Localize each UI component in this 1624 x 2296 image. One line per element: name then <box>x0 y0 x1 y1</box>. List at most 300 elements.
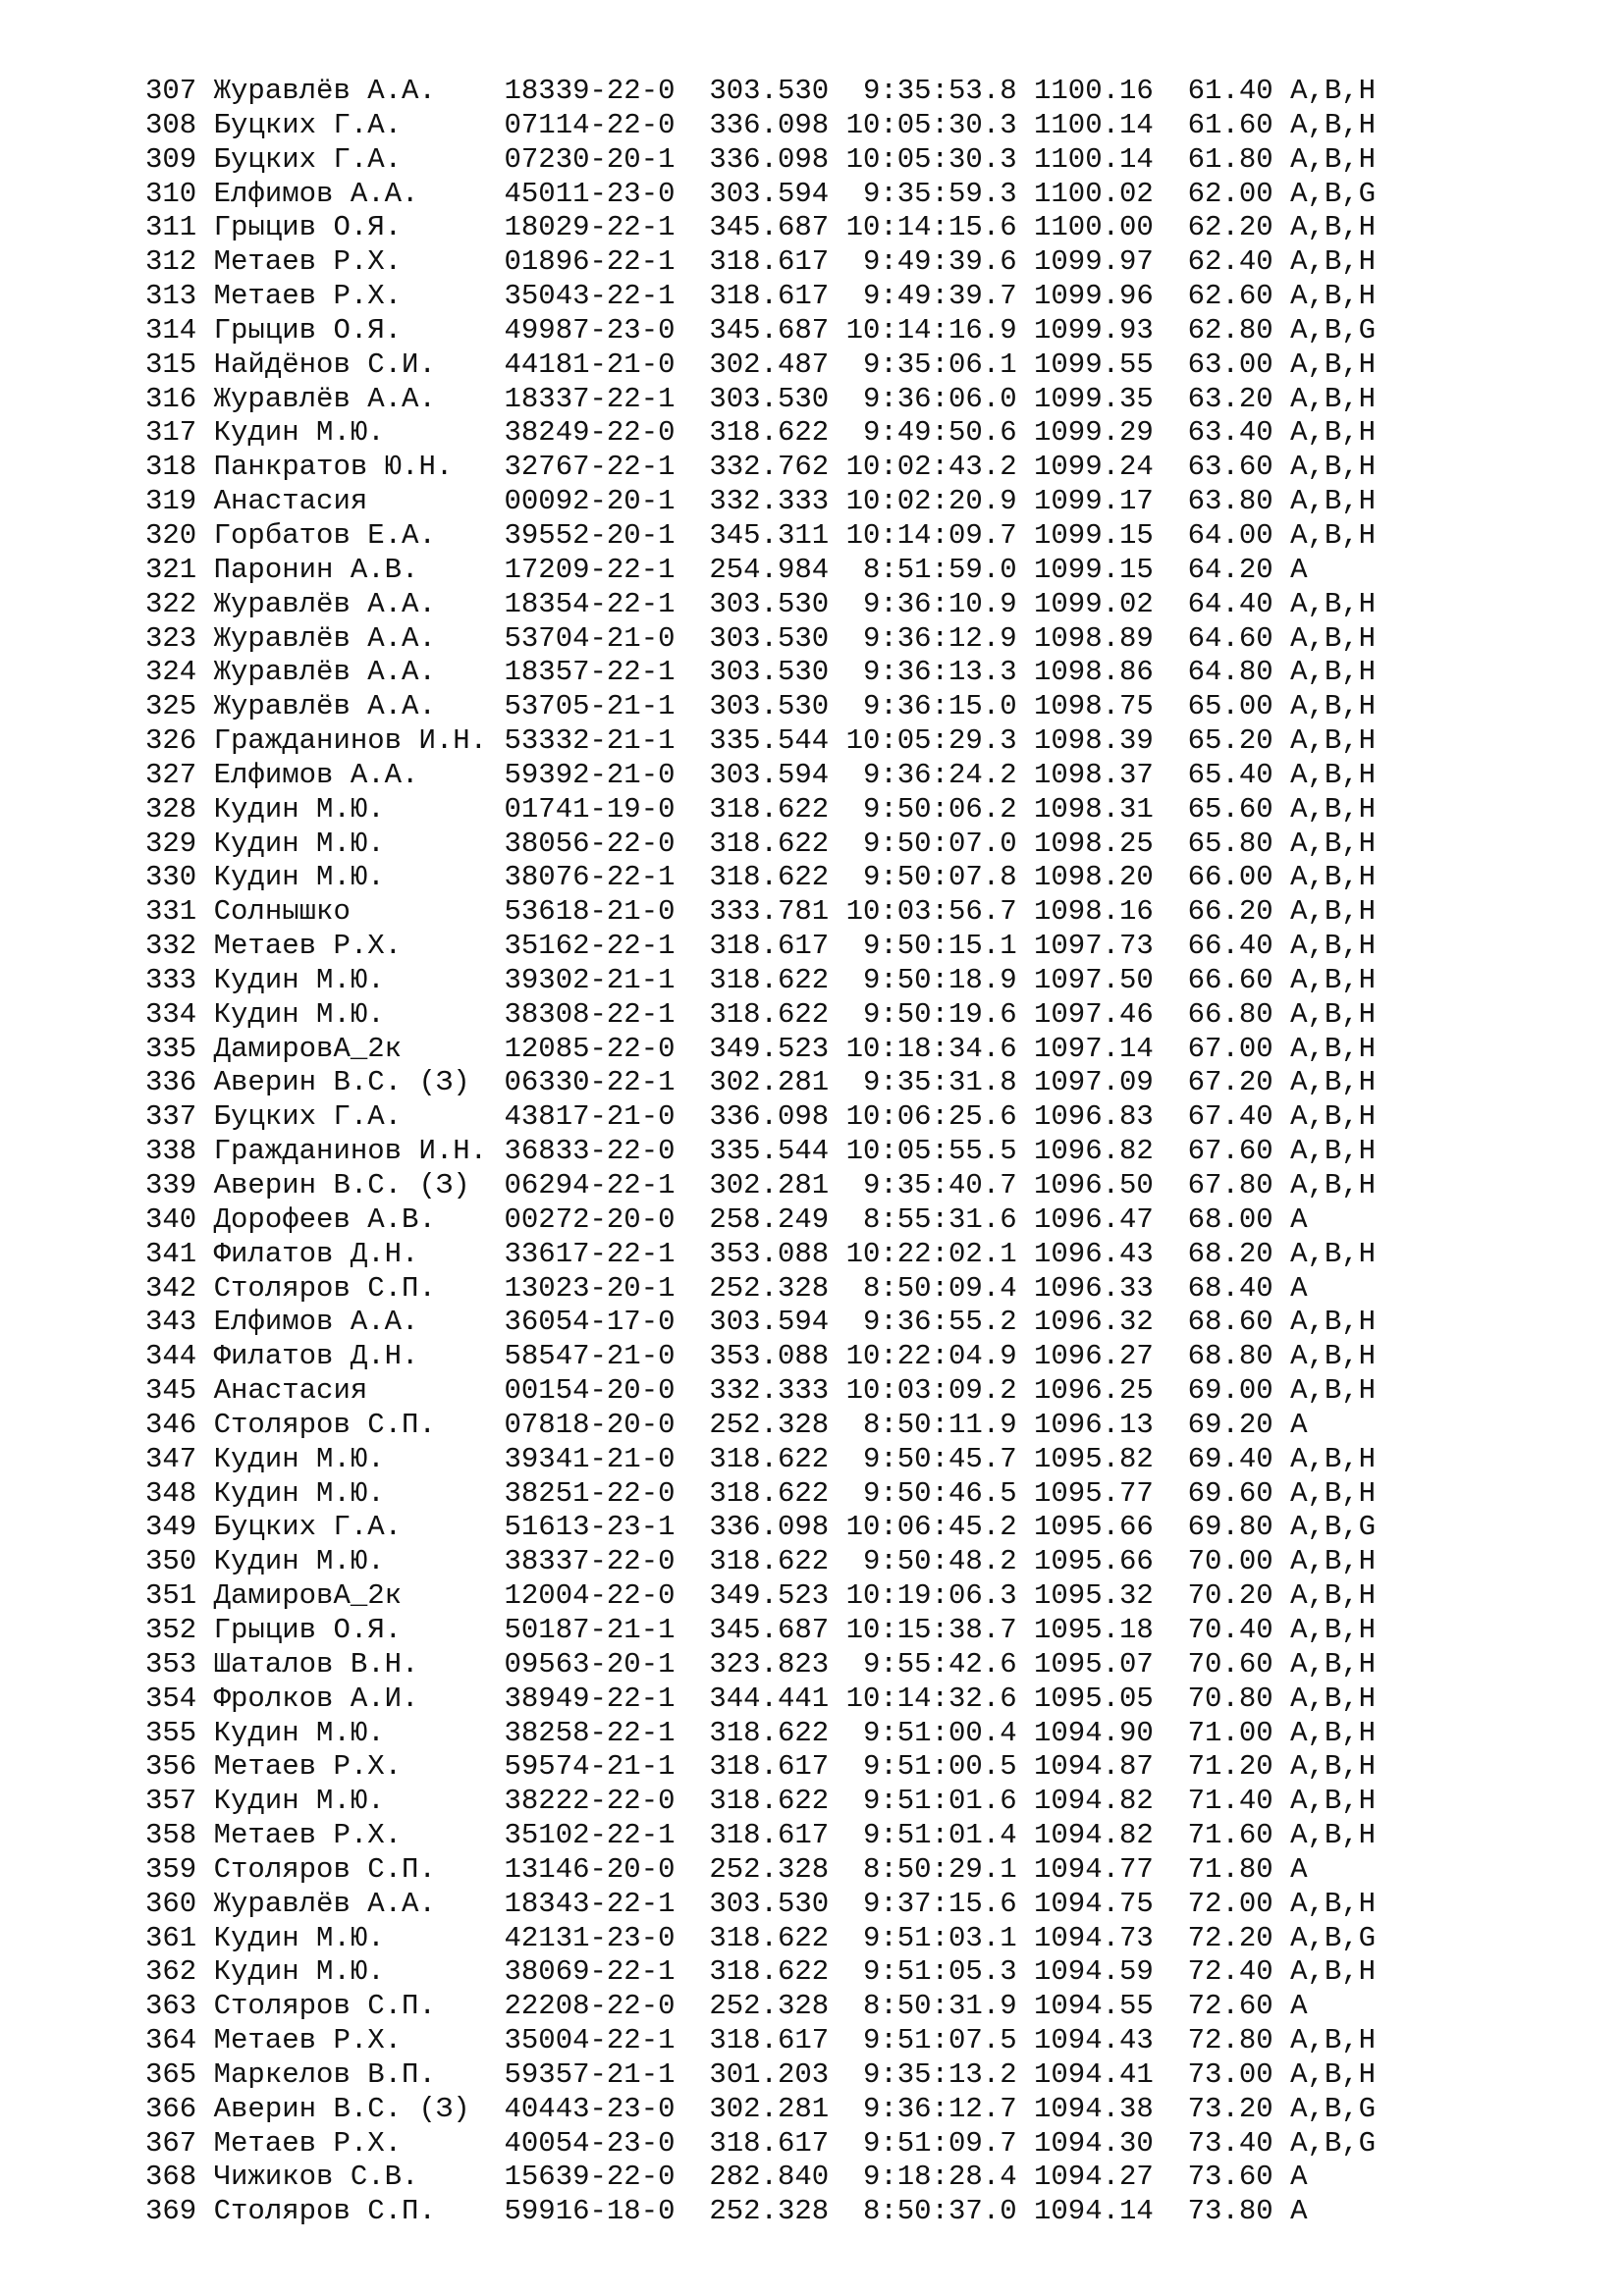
ring-number: 07230-20-1 <box>504 142 676 176</box>
distance: 318.622 <box>709 997 830 1031</box>
fancier-name: Аверин В.С. (З) <box>213 1169 488 1201</box>
ring-number: 18357-22-1 <box>504 656 676 689</box>
speed: 1098.31 <box>1034 792 1154 826</box>
ring-number: 01896-22-1 <box>504 245 676 279</box>
fancier-name: Столяров С.П. <box>213 1271 488 1305</box>
speed: 1099.02 <box>1034 587 1154 620</box>
distance: 282.840 <box>709 2161 830 2194</box>
ring-number: 35162-22-1 <box>504 930 676 963</box>
ring-number: 32767-22-1 <box>504 451 676 484</box>
groups: A,B,H <box>1290 997 1377 1031</box>
fancier-name: Чижиков С.В. <box>213 2161 488 2194</box>
table-row <box>145 1888 1376 1922</box>
ring-number: 18339-22-0 <box>504 75 676 107</box>
arrival-time: 9:35:31.8 <box>845 1066 1017 1099</box>
coefficient: 73.40 <box>1187 2126 1273 2160</box>
fancier-name: Кудин М.Ю. <box>213 963 488 996</box>
table-row <box>145 451 1376 485</box>
table-row <box>145 143 1376 178</box>
fancier-name: Аверин В.С. (З) <box>213 1066 488 1099</box>
arrival-time: 9:36:24.2 <box>845 758 1017 791</box>
ring-number: 01741-19-0 <box>504 792 676 826</box>
ring-number: 43817-21-0 <box>504 1100 676 1134</box>
arrival-time: 8:50:31.9 <box>845 1990 1017 2023</box>
fancier-name: Солнышко <box>213 895 488 929</box>
table-row <box>145 2058 1376 2093</box>
table-row <box>145 519 1376 554</box>
distance: 302.281 <box>709 1169 830 1201</box>
table-row <box>145 1819 1376 1853</box>
fancier-name: Метаев Р.Х. <box>213 2024 488 2057</box>
ring-number: 06330-22-1 <box>504 1066 676 1099</box>
distance: 302.281 <box>709 1066 830 1099</box>
groups: A,B,G <box>1290 2126 1377 2160</box>
groups: A,B,H <box>1290 1442 1377 1475</box>
arrival-time: 10:14:16.9 <box>845 313 1017 347</box>
speed: 1094.87 <box>1034 1750 1154 1784</box>
distance: 349.523 <box>709 1579 830 1613</box>
fancier-name: Журавлёв А.А. <box>213 587 488 620</box>
distance: 318.617 <box>709 2126 830 2160</box>
table-row <box>145 1648 1376 1682</box>
fancier-name: Столяров С.П. <box>213 1408 488 1441</box>
ring-number: 53705-21-1 <box>504 690 676 723</box>
place-number: 363 <box>145 1990 197 2023</box>
coefficient: 69.20 <box>1187 1408 1273 1441</box>
fancier-name: Столяров С.П. <box>213 1990 488 2023</box>
place-number: 342 <box>145 1271 197 1305</box>
arrival-time: 10:05:30.3 <box>845 142 1017 176</box>
fancier-name: Столяров С.П. <box>213 2195 488 2228</box>
groups: A,B,H <box>1290 1306 1377 1339</box>
distance: 303.530 <box>709 75 830 107</box>
place-number: 357 <box>145 1785 197 1818</box>
ring-number: 35043-22-1 <box>504 280 676 313</box>
coefficient: 66.00 <box>1187 861 1273 894</box>
distance: 254.984 <box>709 553 830 586</box>
distance: 318.617 <box>709 930 830 963</box>
distance: 318.622 <box>709 792 830 826</box>
place-number: 349 <box>145 1511 197 1544</box>
table-row <box>145 1922 1376 1956</box>
place-number: 356 <box>145 1750 197 1784</box>
arrival-time: 9:50:15.1 <box>845 930 1017 963</box>
groups: A,B,H <box>1290 416 1377 450</box>
fancier-name: Буцких Г.А. <box>213 1511 488 1544</box>
table-row <box>145 75 1376 109</box>
fancier-name: Кудин М.Ю. <box>213 827 488 860</box>
fancier-name: Журавлёв А.А. <box>213 621 488 655</box>
coefficient: 65.80 <box>1187 827 1273 860</box>
place-number: 307 <box>145 75 197 107</box>
distance: 349.523 <box>709 1032 830 1065</box>
fancier-name: Аверин В.С. (З) <box>213 2092 488 2125</box>
fancier-name: Анастасия <box>213 1374 488 1408</box>
fancier-name: Кудин М.Ю. <box>213 1921 488 1954</box>
groups: A,B,H <box>1290 1716 1377 1749</box>
speed: 1095.05 <box>1034 1682 1154 1715</box>
distance: 318.617 <box>709 1750 830 1784</box>
coefficient: 73.00 <box>1187 2057 1273 2091</box>
distance: 318.622 <box>709 416 830 450</box>
groups: A <box>1290 1408 1377 1441</box>
results-listing <box>145 75 1376 2229</box>
place-number: 309 <box>145 142 197 176</box>
coefficient: 61.80 <box>1187 142 1273 176</box>
distance: 252.328 <box>709 1271 830 1305</box>
distance: 318.622 <box>709 1716 830 1749</box>
coefficient: 72.80 <box>1187 2024 1273 2057</box>
coefficient: 70.80 <box>1187 1682 1273 1715</box>
speed: 1096.43 <box>1034 1237 1154 1270</box>
arrival-time: 9:35:53.8 <box>845 75 1017 107</box>
groups: A <box>1290 1990 1377 2023</box>
groups: A,B,H <box>1290 451 1377 484</box>
distance: 336.098 <box>709 1100 830 1134</box>
ring-number: 22208-22-0 <box>504 1990 676 2023</box>
coefficient: 70.40 <box>1187 1613 1273 1646</box>
table-row <box>145 280 1376 314</box>
speed: 1096.47 <box>1034 1202 1154 1236</box>
speed: 1096.27 <box>1034 1340 1154 1373</box>
groups: A,B,G <box>1290 177 1377 210</box>
arrival-time: 10:05:30.3 <box>845 108 1017 141</box>
ring-number: 38337-22-0 <box>504 1545 676 1578</box>
groups: A,B,H <box>1290 1100 1377 1134</box>
arrival-time: 9:51:00.4 <box>845 1716 1017 1749</box>
arrival-time: 10:14:32.6 <box>845 1682 1017 1715</box>
speed: 1095.82 <box>1034 1442 1154 1475</box>
ring-number: 18337-22-1 <box>504 382 676 415</box>
distance: 345.687 <box>709 313 830 347</box>
speed: 1094.77 <box>1034 1852 1154 1886</box>
ring-number: 18343-22-1 <box>504 1887 676 1920</box>
speed: 1099.55 <box>1034 347 1154 381</box>
distance: 301.203 <box>709 2057 830 2091</box>
place-number: 366 <box>145 2092 197 2125</box>
groups: A,B,H <box>1290 1955 1377 1989</box>
groups: A,B,H <box>1290 1169 1377 1201</box>
coefficient: 66.20 <box>1187 895 1273 929</box>
distance: 318.617 <box>709 245 830 279</box>
speed: 1094.27 <box>1034 2161 1154 2194</box>
table-row <box>145 964 1376 998</box>
fancier-name: Фролков А.И. <box>213 1682 488 1715</box>
coefficient: 68.40 <box>1187 1271 1273 1305</box>
arrival-time: 9:50:06.2 <box>845 792 1017 826</box>
speed: 1099.93 <box>1034 313 1154 347</box>
speed: 1098.20 <box>1034 861 1154 894</box>
ring-number: 36833-22-0 <box>504 1135 676 1168</box>
arrival-time: 10:05:55.5 <box>845 1135 1017 1168</box>
fancier-name: Буцких Г.А. <box>213 1100 488 1134</box>
coefficient: 72.00 <box>1187 1887 1273 1920</box>
coefficient: 63.40 <box>1187 416 1273 450</box>
place-number: 348 <box>145 1476 197 1510</box>
table-row <box>145 1717 1376 1751</box>
table-row <box>145 109 1376 143</box>
distance: 318.622 <box>709 963 830 996</box>
fancier-name: Гражданинов И.Н. <box>213 724 488 758</box>
coefficient: 73.60 <box>1187 2161 1273 2194</box>
speed: 1096.25 <box>1034 1374 1154 1408</box>
speed: 1096.32 <box>1034 1306 1154 1339</box>
table-row <box>145 1682 1376 1717</box>
fancier-name: Грыцив О.Я. <box>213 313 488 347</box>
coefficient: 71.40 <box>1187 1785 1273 1818</box>
groups: A,B,H <box>1290 1374 1377 1408</box>
coefficient: 66.40 <box>1187 930 1273 963</box>
table-row <box>145 2024 1376 2058</box>
groups: A,B,H <box>1290 347 1377 381</box>
fancier-name: ДамировА_2к <box>213 1579 488 1613</box>
arrival-time: 9:35:40.7 <box>845 1169 1017 1201</box>
table-row <box>145 861 1376 895</box>
fancier-name: Столяров С.П. <box>213 1852 488 1886</box>
table-row <box>145 1306 1376 1340</box>
place-number: 343 <box>145 1306 197 1339</box>
coefficient: 63.60 <box>1187 451 1273 484</box>
distance: 252.328 <box>709 1852 830 1886</box>
distance: 318.622 <box>709 1476 830 1510</box>
groups: A,B,H <box>1290 1545 1377 1578</box>
arrival-time: 9:49:50.6 <box>845 416 1017 450</box>
coefficient: 68.60 <box>1187 1306 1273 1339</box>
groups: A,B,H <box>1290 485 1377 518</box>
table-row <box>145 1409 1376 1443</box>
arrival-time: 9:50:48.2 <box>845 1545 1017 1578</box>
place-number: 340 <box>145 1202 197 1236</box>
speed: 1095.77 <box>1034 1476 1154 1510</box>
distance: 336.098 <box>709 1511 830 1544</box>
speed: 1097.09 <box>1034 1066 1154 1099</box>
table-row <box>145 930 1376 964</box>
distance: 303.530 <box>709 382 830 415</box>
table-row <box>145 1477 1376 1512</box>
distance: 318.617 <box>709 280 830 313</box>
arrival-time: 8:50:09.4 <box>845 1271 1017 1305</box>
groups: A,B,H <box>1290 1613 1377 1646</box>
table-row <box>145 622 1376 657</box>
speed: 1095.66 <box>1034 1511 1154 1544</box>
arrival-time: 9:35:06.1 <box>845 347 1017 381</box>
arrival-time: 8:50:37.0 <box>845 2195 1017 2228</box>
groups: A <box>1290 1852 1377 1886</box>
coefficient: 67.80 <box>1187 1169 1273 1201</box>
distance: 332.333 <box>709 1374 830 1408</box>
coefficient: 70.20 <box>1187 1579 1273 1613</box>
distance: 303.530 <box>709 621 830 655</box>
table-row <box>145 1100 1376 1135</box>
coefficient: 63.20 <box>1187 382 1273 415</box>
speed: 1098.25 <box>1034 827 1154 860</box>
arrival-time: 9:36:12.9 <box>845 621 1017 655</box>
table-row <box>145 1443 1376 1477</box>
distance: 345.311 <box>709 518 830 552</box>
speed: 1094.30 <box>1034 2126 1154 2160</box>
ring-number: 38249-22-0 <box>504 416 676 450</box>
distance: 252.328 <box>709 1990 830 2023</box>
ring-number: 58547-21-0 <box>504 1340 676 1373</box>
speed: 1094.41 <box>1034 2057 1154 2091</box>
place-number: 314 <box>145 313 197 347</box>
place-number: 341 <box>145 1237 197 1270</box>
fancier-name: Кудин М.Ю. <box>213 861 488 894</box>
coefficient: 65.00 <box>1187 690 1273 723</box>
speed: 1097.50 <box>1034 963 1154 996</box>
place-number: 329 <box>145 827 197 860</box>
coefficient: 70.00 <box>1187 1545 1273 1578</box>
speed: 1096.82 <box>1034 1135 1154 1168</box>
arrival-time: 9:35:59.3 <box>845 177 1017 210</box>
arrival-time: 10:03:56.7 <box>845 895 1017 929</box>
distance: 302.281 <box>709 2092 830 2125</box>
place-number: 345 <box>145 1374 197 1408</box>
table-row <box>145 1203 1376 1238</box>
speed: 1094.82 <box>1034 1785 1154 1818</box>
ring-number: 33617-22-1 <box>504 1237 676 1270</box>
speed: 1097.14 <box>1034 1032 1154 1065</box>
speed: 1100.14 <box>1034 108 1154 141</box>
speed: 1094.73 <box>1034 1921 1154 1954</box>
place-number: 344 <box>145 1340 197 1373</box>
table-row <box>145 828 1376 862</box>
fancier-name: Кудин М.Ю. <box>213 997 488 1031</box>
groups: A,B,H <box>1290 108 1377 141</box>
distance: 353.088 <box>709 1237 830 1270</box>
distance: 303.594 <box>709 758 830 791</box>
ring-number: 13023-20-1 <box>504 1271 676 1305</box>
place-number: 368 <box>145 2161 197 2194</box>
distance: 336.098 <box>709 108 830 141</box>
speed: 1098.16 <box>1034 895 1154 929</box>
distance: 318.622 <box>709 861 830 894</box>
coefficient: 66.80 <box>1187 997 1273 1031</box>
arrival-time: 9:36:10.9 <box>845 587 1017 620</box>
fancier-name: Горбатов Е.А. <box>213 518 488 552</box>
arrival-time: 10:15:38.7 <box>845 1613 1017 1646</box>
coefficient: 72.60 <box>1187 1990 1273 2023</box>
fancier-name: Кудин М.Ю. <box>213 1476 488 1510</box>
ring-number: 15639-22-0 <box>504 2161 676 2194</box>
fancier-name: Метаев Р.Х. <box>213 930 488 963</box>
ring-number: 59392-21-0 <box>504 758 676 791</box>
distance: 318.622 <box>709 1785 830 1818</box>
speed: 1097.46 <box>1034 997 1154 1031</box>
speed: 1098.86 <box>1034 656 1154 689</box>
arrival-time: 10:05:29.3 <box>845 724 1017 758</box>
speed: 1100.16 <box>1034 75 1154 107</box>
fancier-name: Кудин М.Ю. <box>213 1785 488 1818</box>
distance: 318.622 <box>709 1545 830 1578</box>
fancier-name: Грыцив О.Я. <box>213 1613 488 1646</box>
coefficient: 68.00 <box>1187 1202 1273 1236</box>
fancier-name: Кудин М.Ю. <box>213 416 488 450</box>
fancier-name: Метаев Р.Х. <box>213 1750 488 1784</box>
ring-number: 38258-22-1 <box>504 1716 676 1749</box>
place-number: 334 <box>145 997 197 1031</box>
fancier-name: Найдёнов С.И. <box>213 347 488 381</box>
place-number: 316 <box>145 382 197 415</box>
place-number: 339 <box>145 1169 197 1201</box>
coefficient: 69.40 <box>1187 1442 1273 1475</box>
distance: 303.530 <box>709 690 830 723</box>
distance: 318.617 <box>709 1819 830 1852</box>
speed: 1095.32 <box>1034 1579 1154 1613</box>
table-row <box>145 1511 1376 1545</box>
place-number: 331 <box>145 895 197 929</box>
coefficient: 69.00 <box>1187 1374 1273 1408</box>
groups: A,B,H <box>1290 211 1377 244</box>
place-number: 358 <box>145 1819 197 1852</box>
speed: 1094.75 <box>1034 1887 1154 1920</box>
distance: 258.249 <box>709 1202 830 1236</box>
ring-number: 59574-21-1 <box>504 1750 676 1784</box>
speed: 1099.35 <box>1034 382 1154 415</box>
speed: 1094.82 <box>1034 1819 1154 1852</box>
distance: 303.530 <box>709 1887 830 1920</box>
fancier-name: Метаев Р.Х. <box>213 1819 488 1852</box>
place-number: 351 <box>145 1579 197 1613</box>
coefficient: 66.60 <box>1187 963 1273 996</box>
arrival-time: 9:36:12.7 <box>845 2092 1017 2125</box>
coefficient: 68.80 <box>1187 1340 1273 1373</box>
speed: 1099.15 <box>1034 518 1154 552</box>
place-number: 350 <box>145 1545 197 1578</box>
ring-number: 50187-21-1 <box>504 1613 676 1646</box>
place-number: 317 <box>145 416 197 450</box>
ring-number: 38949-22-1 <box>504 1682 676 1715</box>
ring-number: 59357-21-1 <box>504 2057 676 2091</box>
distance: 332.762 <box>709 451 830 484</box>
place-number: 359 <box>145 1852 197 1886</box>
distance: 303.530 <box>709 587 830 620</box>
speed: 1094.43 <box>1034 2024 1154 2057</box>
ring-number: 13146-20-0 <box>504 1852 676 1886</box>
fancier-name: Грыцив О.Я. <box>213 211 488 244</box>
groups: A,B,H <box>1290 827 1377 860</box>
arrival-time: 10:06:25.6 <box>845 1100 1017 1134</box>
place-number: 308 <box>145 108 197 141</box>
table-row <box>145 314 1376 348</box>
fancier-name: Метаев Р.Х. <box>213 2126 488 2160</box>
ring-number: 51613-23-1 <box>504 1511 676 1544</box>
place-number: 337 <box>145 1100 197 1134</box>
distance: 252.328 <box>709 2195 830 2228</box>
arrival-time: 9:18:28.4 <box>845 2161 1017 2194</box>
fancier-name: Шаталов В.Н. <box>213 1647 488 1681</box>
fancier-name: Журавлёв А.А. <box>213 382 488 415</box>
groups: A,B,H <box>1290 1032 1377 1065</box>
speed: 1095.18 <box>1034 1613 1154 1646</box>
groups: A,B,H <box>1290 1682 1377 1715</box>
fancier-name: Дорофеев А.В. <box>213 1202 488 1236</box>
coefficient: 70.60 <box>1187 1647 1273 1681</box>
arrival-time: 9:51:00.5 <box>845 1750 1017 1784</box>
arrival-time: 10:02:43.2 <box>845 451 1017 484</box>
groups: A,B,H <box>1290 963 1377 996</box>
fancier-name: Маркелов В.П. <box>213 2057 488 2091</box>
arrival-time: 9:50:46.5 <box>845 1476 1017 1510</box>
table-row <box>145 690 1376 724</box>
distance: 335.544 <box>709 724 830 758</box>
fancier-name: Кудин М.Ю. <box>213 1716 488 1749</box>
ring-number: 40443-23-0 <box>504 2092 676 2125</box>
fancier-name: Панкратов Ю.Н. <box>213 451 488 484</box>
speed: 1099.17 <box>1034 485 1154 518</box>
coefficient: 73.80 <box>1187 2195 1273 2228</box>
arrival-time: 10:02:20.9 <box>845 485 1017 518</box>
